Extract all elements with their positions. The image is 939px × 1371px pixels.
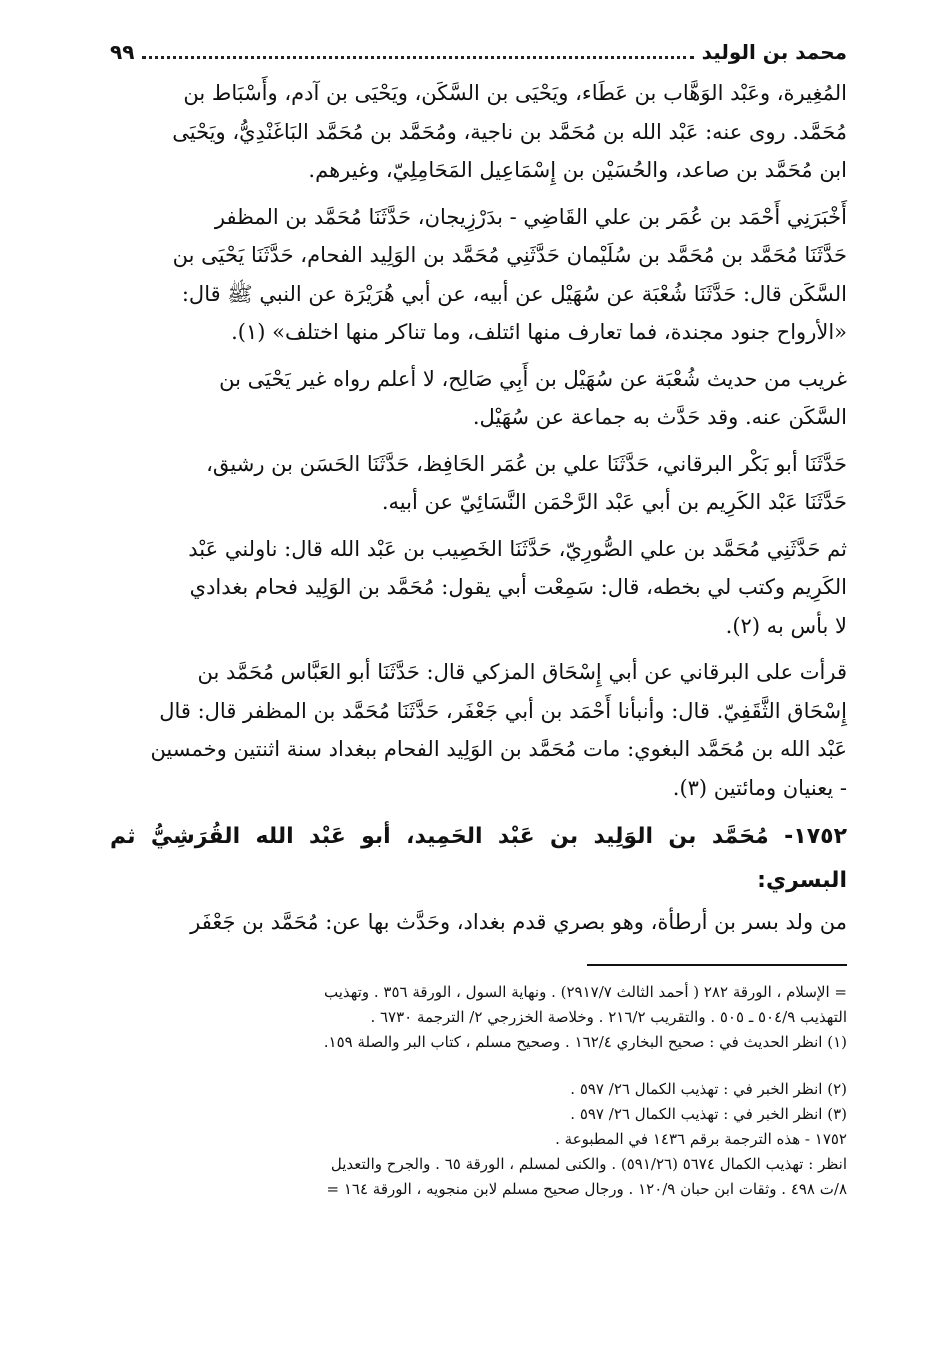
text-line: لا بأس به (٢). — [725, 613, 847, 638]
text-line: «الأرواح جنود مجندة، فما تعارف منها ائتلف، وما تناكر منها اختلف» (١). — [231, 320, 847, 344]
text-line: قرأت على البرقاني عن أبي إِسْحَاق المزكي قال: حَدَّثَنَا أبو العَبَّاس مُحَمَّد بن — [197, 660, 847, 684]
footnote-line: انظر : تهذيب الكمال ٥٦٧٤ (٥٩١/٢٦) . والكنى لمسلم ، الورقة ٦٥ . والجرح والتعديل — [330, 1154, 847, 1173]
text-line: الكَرِيم وكتب لي بخطه، قال: سَمِعْت أبي يقول: مُحَمَّد بن الوَلِيد فحام بغدادي — [189, 575, 847, 599]
running-header — [110, 40, 847, 74]
footnote-line: (٢) انظر الخبر في : تهذيب الكمال ٢٦/ ٥٩٧ . — [570, 1079, 847, 1098]
text-line: إِسْحَاق الثَّقَفِيّ. قال: وأنبأنا أَحْمَد بن أبي جَعْفَر، حَدَّثَنَا مُحَمَّد بن المظفر قال: قال — [159, 698, 847, 723]
footnote-line: = الإسلام ، الورقة ٢٨٢ ( أحمد الثالث ٢٩١٧/٧) . ونهاية السول ، الورقة ٣٥٦ . وتهذيب — [323, 982, 847, 1001]
text-line: حَدَّثَنَا مُحَمَّد بن مُحَمَّد بن سُلَيْمان حَدَّثَنِي مُحَمَّد بن الوَلِيد الفحام، حَدَّثَنَا يَحْيَى بن — [172, 243, 847, 267]
footnote-line: ١٧٥٢ - هذه الترجمة برقم ١٤٣٦ في المطبوعة . — [555, 1129, 847, 1148]
footnote-divider — [587, 964, 847, 966]
text-line: عَبْد الله بن مُحَمَّد البغوي: مات مُحَمَّد بن الوَلِيد الفحام ببغداد سنة اثنتين وخمسين — [150, 737, 847, 761]
book-page — [110, 40, 847, 1202]
footnote-line: (١) انظر الحديث في : صحيح البخاري ١٦٢/٤ . وصحيح مسلم ، كتاب البر والصلة ١٥٩. — [323, 1032, 847, 1051]
footnote-line: (٣) انظر الخبر في : تهذيب الكمال ٢٦/ ٥٩٧ . — [570, 1104, 847, 1123]
footnotes — [110, 980, 847, 1202]
text-line: السَّكَن قال: حَدَّثَنَا شُعْبَة عن سُهَيْل عن أبيه، عن أبي هُرَيْرَة عن النبي ﷺ قال: — [181, 281, 847, 306]
paragraph-1 — [110, 74, 847, 190]
text-line: ابن مُحَمَّد بن صاعد، والحُسَيْن بن إِسْمَاعِيل المَحَامِلِيّ، وغيرهم. — [308, 158, 847, 182]
footnote-line: التهذيب ٥٠٤/٩ ـ ٥٠٥ . والتقريب ٢١٦/٢ . وخلاصة الخزرجي ٢/ الترجمة ٦٧٣٠ . — [370, 1007, 847, 1026]
paragraph-2 — [110, 198, 847, 352]
text-line: - يعنيان ومائتين (٣). — [672, 775, 847, 800]
paragraph-4 — [110, 445, 847, 522]
paragraph-3 — [110, 360, 847, 437]
main-text — [110, 74, 847, 942]
text-line: مُحَمَّد. روى عنه: عَبْد الله بن مُحَمَّد بن ناجية، ومُحَمَّد بن مُحَمَّد البَاغَنْدِيُّ، ويَحْيَى — [172, 119, 847, 144]
footnote-line: ٨/ت ٤٩٨ . وثقات ابن حبان ١٢٠/٩ . ورجال صحيح مسلم لابن منجويه ، الورقة ١٦٤ = — [326, 1179, 847, 1198]
entry-first-line: من ولد بسر بن أرطأة، وهو بصري قدم بغداد، وحَدَّث بها عن: مُحَمَّد بن جَعْفَر — [190, 910, 847, 934]
paragraph-5 — [110, 530, 847, 646]
header-dotted-leader — [142, 56, 693, 59]
entry-heading: ١٧٥٢- مُحَمَّد بن الوَلِيد بن عَبْد الحَمِيد، أبو عَبْد الله القُرَشِيُّ ثم البسري: — [110, 824, 847, 893]
text-line: حَدَّثَنَا عَبْد الكَرِيم بن أبي عَبْد الرَّحْمَن النَّسَائِيّ عن أبيه. — [381, 490, 847, 514]
text-line: السَّكَن عنه. وقد حَدَّث به جماعة عن سُهَيْل. — [472, 405, 847, 429]
text-line: أَخْبَرَنِي أَحْمَد بن عُمَر بن علي القَاضِي - بدَرْزِيجان، حَدَّثَنَا مُحَمَّد بن المظفر — [214, 204, 847, 229]
text-line: حَدَّثَنَا أبو بَكْر البرقاني، حَدَّثَنَا علي بن عُمَر الحَافِظ، حَدَّثَنَا الحَسَن بن رشيق، — [206, 451, 847, 476]
paragraph-6 — [110, 653, 847, 807]
text-line: غريب من حديث شُعْبَة عن سُهَيْل بن أَبِي صَالِح، لا أعلم رواه غير يَحْيَى بن — [219, 366, 847, 391]
running-title: محمد بن الوليد — [701, 40, 847, 64]
text-line: المُغِيرة، وعَبْد الوَهَّاب بن عَطَاء، ويَحْيَى بن السَّكَن، ويَحْيَى بن آدم، وأَسْبَاط بن — [183, 81, 847, 105]
text-line: ثم حَدَّثَنِي مُحَمَّد بن علي الصُّورِيّ، حَدَّثَنَا الخَصِيب بن عَبْد الله قال: ناولني عَبْد — [188, 536, 847, 561]
page-number: ٩٩ — [110, 40, 135, 64]
footnote-gap — [110, 1055, 847, 1077]
